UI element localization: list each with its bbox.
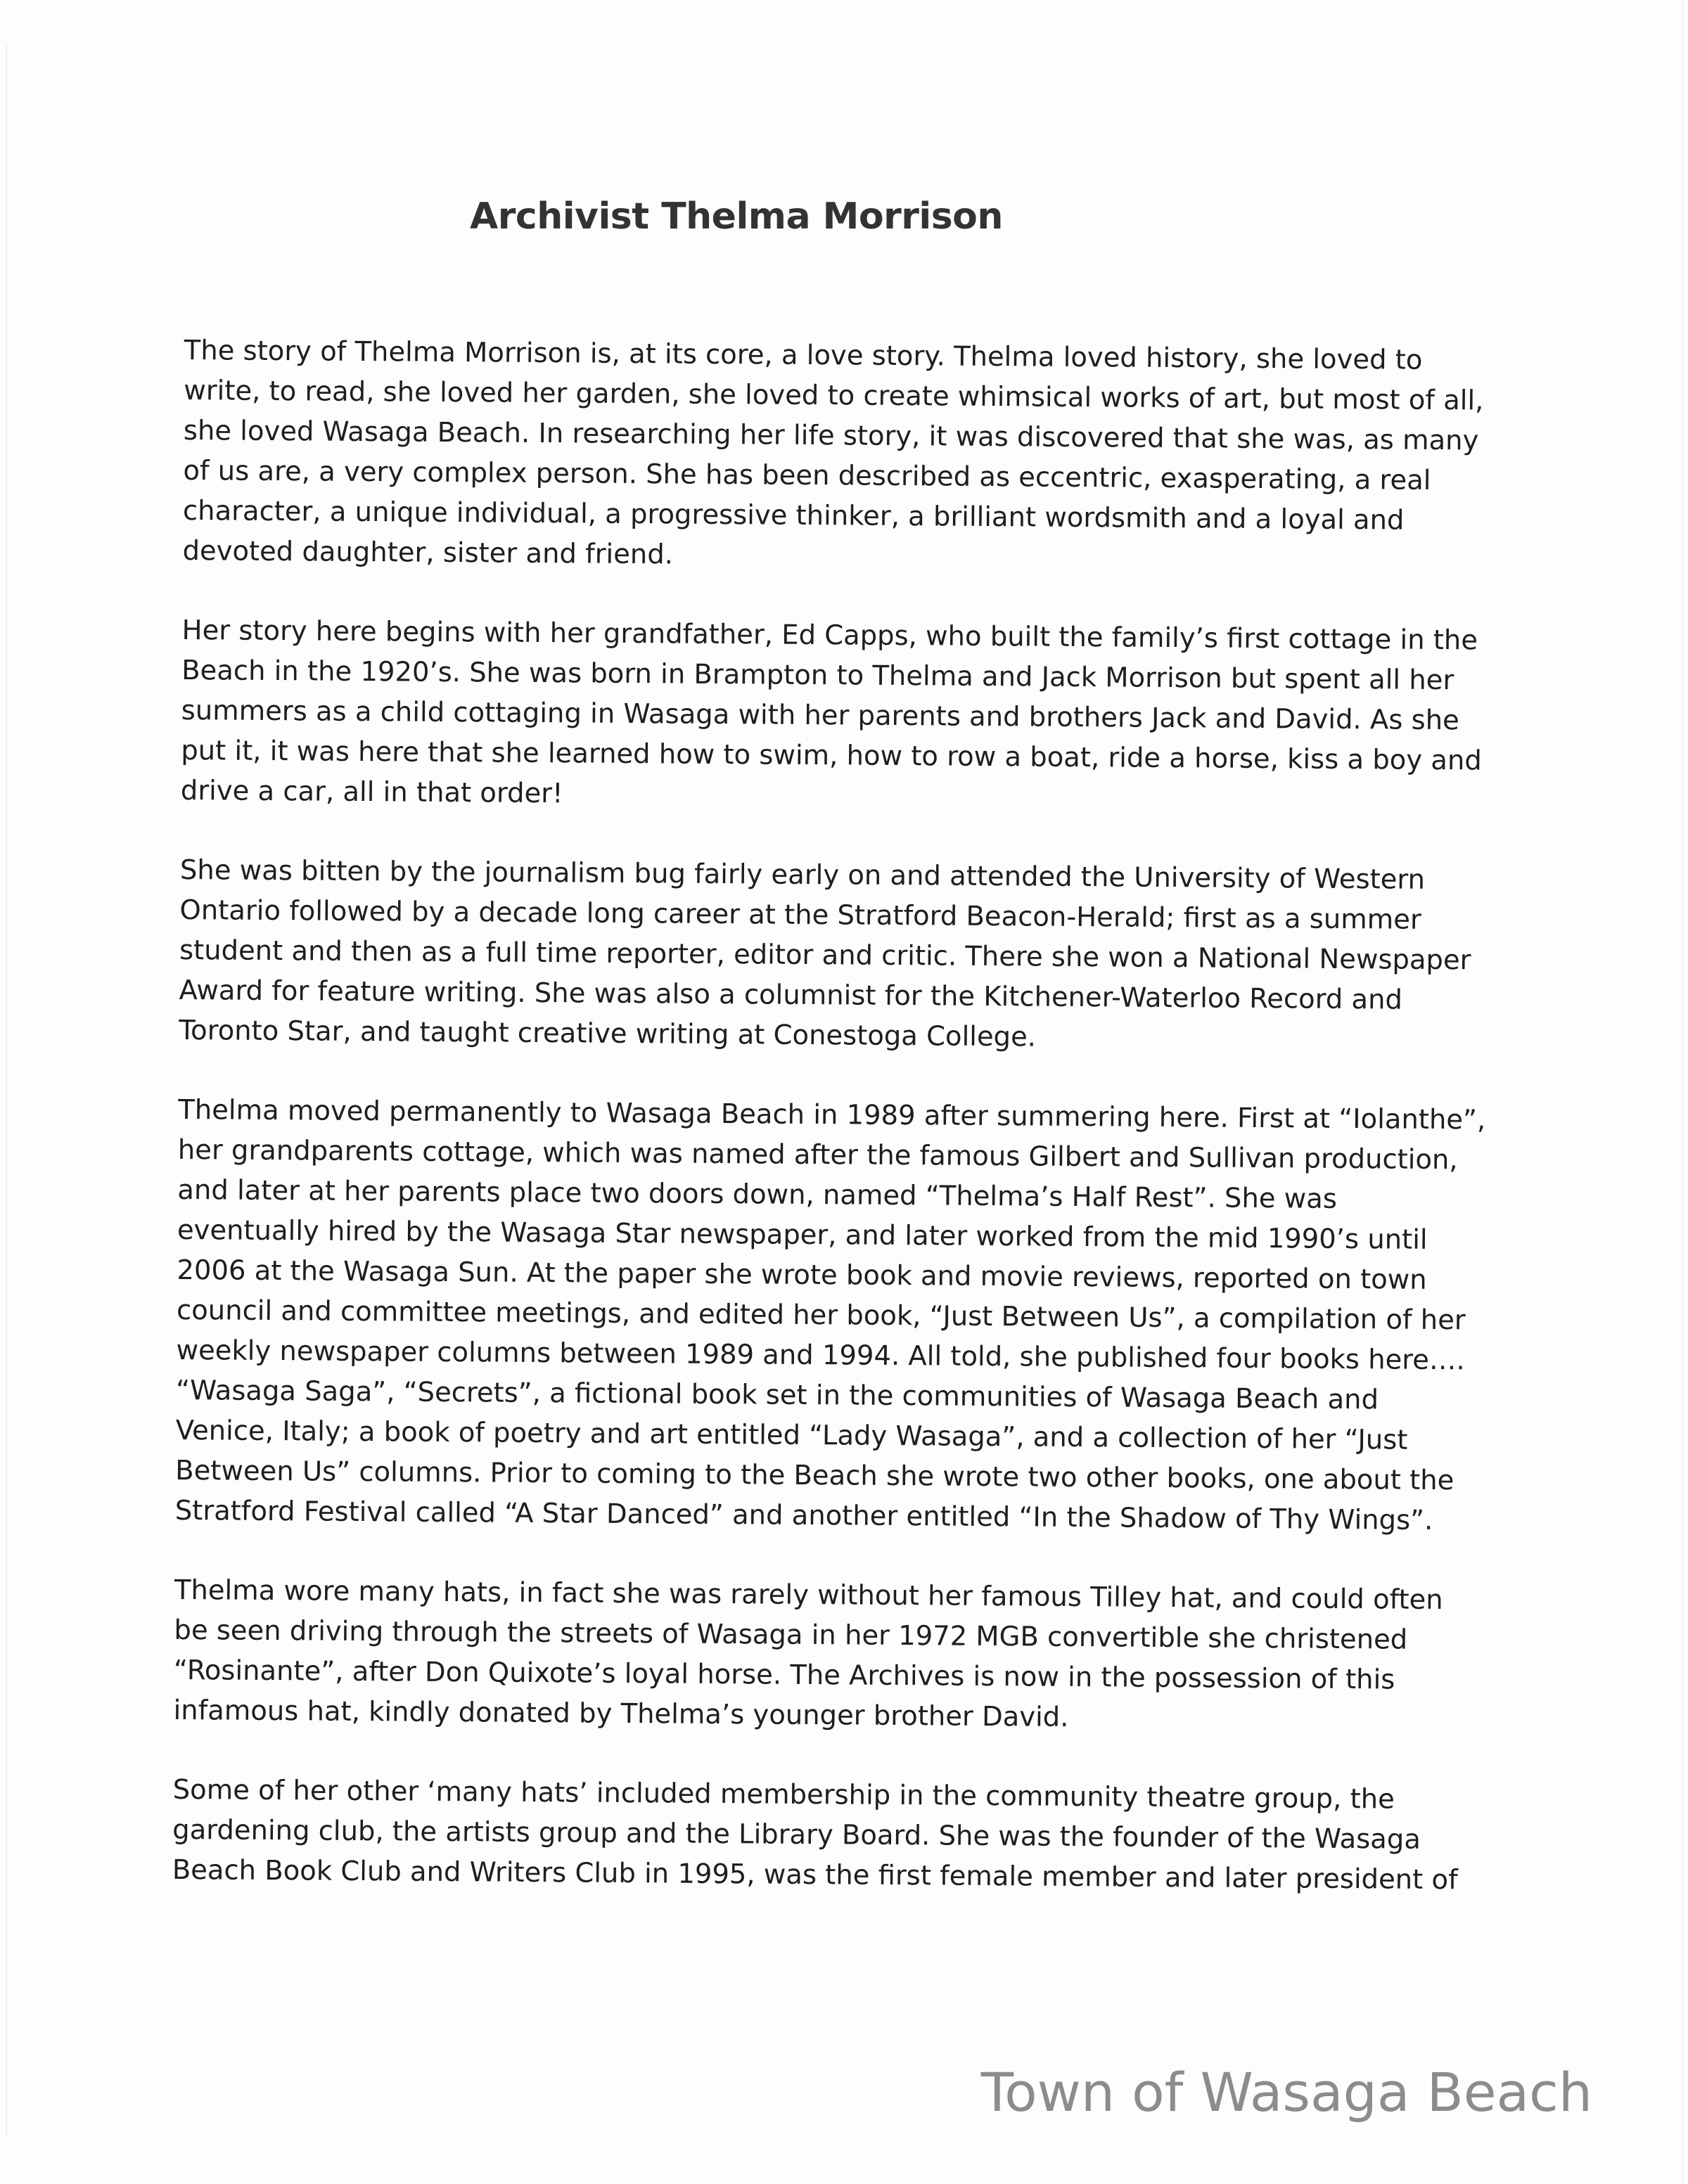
page-title: Archivist Thelma Morrison bbox=[470, 195, 1003, 238]
scan-edge bbox=[6, 42, 7, 2138]
article-body bbox=[172, 330, 1492, 1901]
paragraph: She was bitten by the journalism bug fairly early on and attended the University of Western Ontario followed by a decade long career at the Stratford Beacon-Herald; first as a summer student and then as a full time reporter, editor and critic. There she won a National Newspaper Award for feature writing. She was also a columnist for the Kitchener-Waterloo Record and Toronto Star, and taught creative writing at Conestoga College. bbox=[179, 854, 1471, 1053]
paragraph: Thelma wore many hats, in fact she was rarely without her famous Tilley hat, and could often be seen driving through the streets of Wasaga in her 1972 MGB convertible she christened “Rosinante”, after Don Quixote’s loyal horse. The Archives is now in the possession of this infamous hat, kindly donated by Thelma’s younger brother David. bbox=[173, 1574, 1443, 1733]
paragraph: Her story here begins with her grandfather, Ed Capps, who built the family’s first cottage in the Beach in the 1920’s. She was born in Brampton to Thelma and Jack Morrison but spent all her summers as a child cottaging in Wasaga with her parents and brothers Jack and David. As she put it, it was here that she learned how to swim, how to row a boat, ride a horse, kiss a boy and drive a car, all in that order! bbox=[180, 614, 1482, 810]
scan-edge bbox=[1682, 0, 1684, 2184]
paragraph: Thelma moved permanently to Wasaga Beach in 1989 after summering here. First at “Iolanthe”, her grandparents cottage, which was named after the famous Gilbert and Sullivan production, and later at her parents place two doors down, named “Thelma’s Half Rest”. She was eventually hired by the Wasaga Star newspaper, and later worked from the mid 1990’s until 2006 at the Wasaga Sun. At the paper she wrote book and movie reviews, reported on town council and committee meetings, and edited her book, “Just Between Us”, a compilation of her weekly newspaper columns between 1989 and 1994. All told, she published four books here…. “Wasaga Saga”, “Secrets”, a fictional book set in the communities of Wasaga Beach and Venice, Italy; a book of poetry and art entitled “Lady Wasaga”, and a collection of her “Just Between Us” columns. Prior to coming to the Beach she wrote two other books, one about the Stratford Festival called “A Star Danced” and another entitled “In the Shadow of Thy Wings”. bbox=[174, 1093, 1486, 1536]
paragraph: Some of her other ‘many hats’ included membership in the community theatre group, the gardening club, the artists group and the Library Board. She was the founder of the Wasaga Beach Book Club and Writers Club in 1995, was the first female member and later president of bbox=[172, 1773, 1458, 1896]
footer-brand: Town of Wasaga Beach bbox=[980, 2061, 1592, 2124]
paragraph: The story of Thelma Morrison is, at its core, a love story. Thelma loved history, she loved to write, to read, she loved her garden, she loved to create whimsical works of art, but most of all, she loved Wasaga Beach. In researching her life story, it was discovered that she was, as many of us are, a very complex person. She has been described as eccentric, exasperating, a real character, a unique individual, a progressive thinker, a brilliant wordsmith and a loyal and devoted daughter, sister and friend. bbox=[182, 334, 1484, 571]
